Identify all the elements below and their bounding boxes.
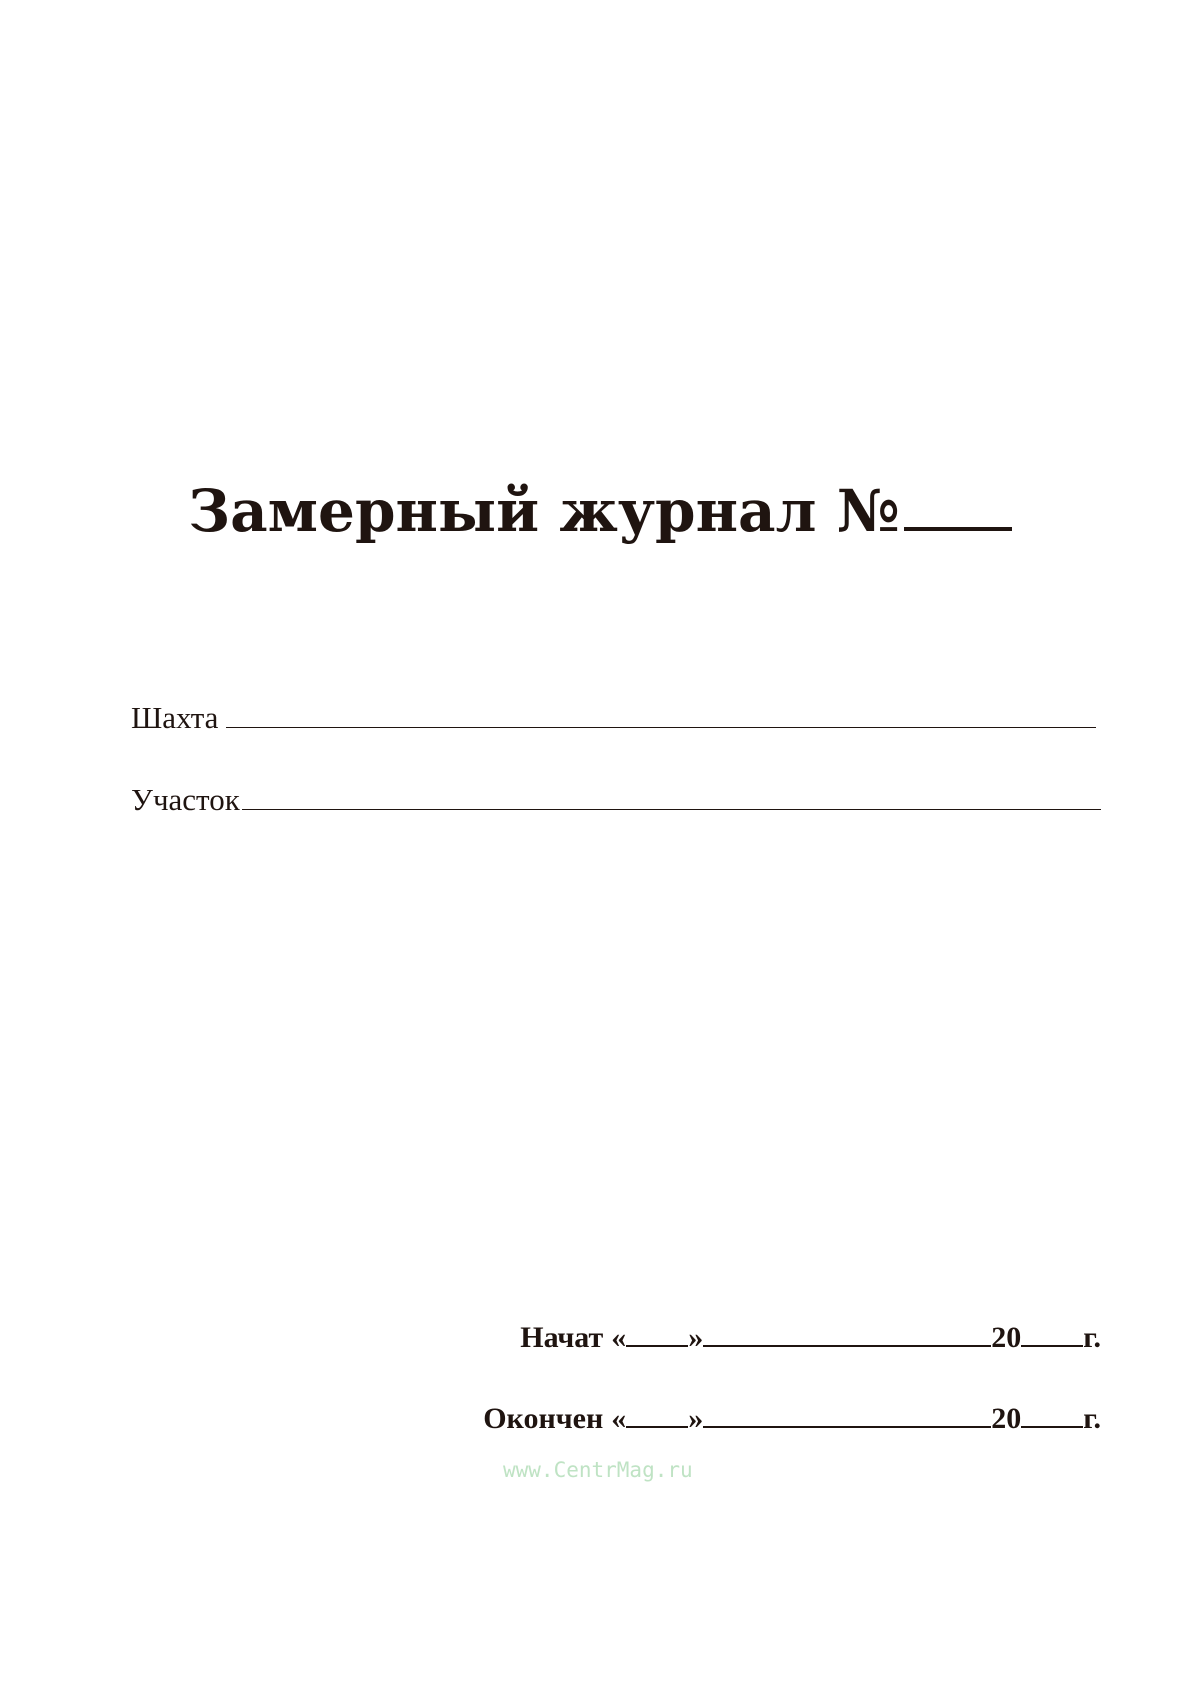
open-quote: « <box>611 1402 627 1435</box>
journal-title <box>0 476 1200 546</box>
started-year-blank <box>1021 1345 1083 1347</box>
mine-label: Шахта <box>131 700 219 735</box>
started-date-row <box>520 1318 1101 1358</box>
section-field-row <box>131 780 1101 820</box>
finished-label: Окончен <box>483 1402 604 1435</box>
close-quote: » <box>688 1402 704 1435</box>
finished-date-row <box>483 1399 1101 1439</box>
journal-number-blank <box>904 527 1012 531</box>
finished-month-blank <box>703 1426 991 1428</box>
started-day-blank <box>626 1345 688 1347</box>
close-quote: » <box>688 1321 704 1354</box>
started-month-blank <box>703 1345 991 1347</box>
journal-title-text: Замерный журнал № <box>188 477 900 545</box>
watermark: www.CentrMag.ru <box>503 1458 693 1482</box>
mine-blank-line <box>226 727 1096 728</box>
started-label: Начат <box>520 1321 604 1354</box>
finished-year-blank <box>1021 1426 1083 1428</box>
finished-year-suffix: г. <box>1083 1402 1101 1435</box>
started-year-suffix: г. <box>1083 1321 1101 1354</box>
open-quote: « <box>611 1321 627 1354</box>
finished-year-prefix: 20 <box>991 1402 1022 1435</box>
section-label: Участок <box>131 782 240 817</box>
mine-field-row <box>131 698 1096 738</box>
finished-day-blank <box>626 1426 688 1428</box>
section-blank-line <box>242 809 1101 810</box>
started-year-prefix: 20 <box>991 1321 1022 1354</box>
